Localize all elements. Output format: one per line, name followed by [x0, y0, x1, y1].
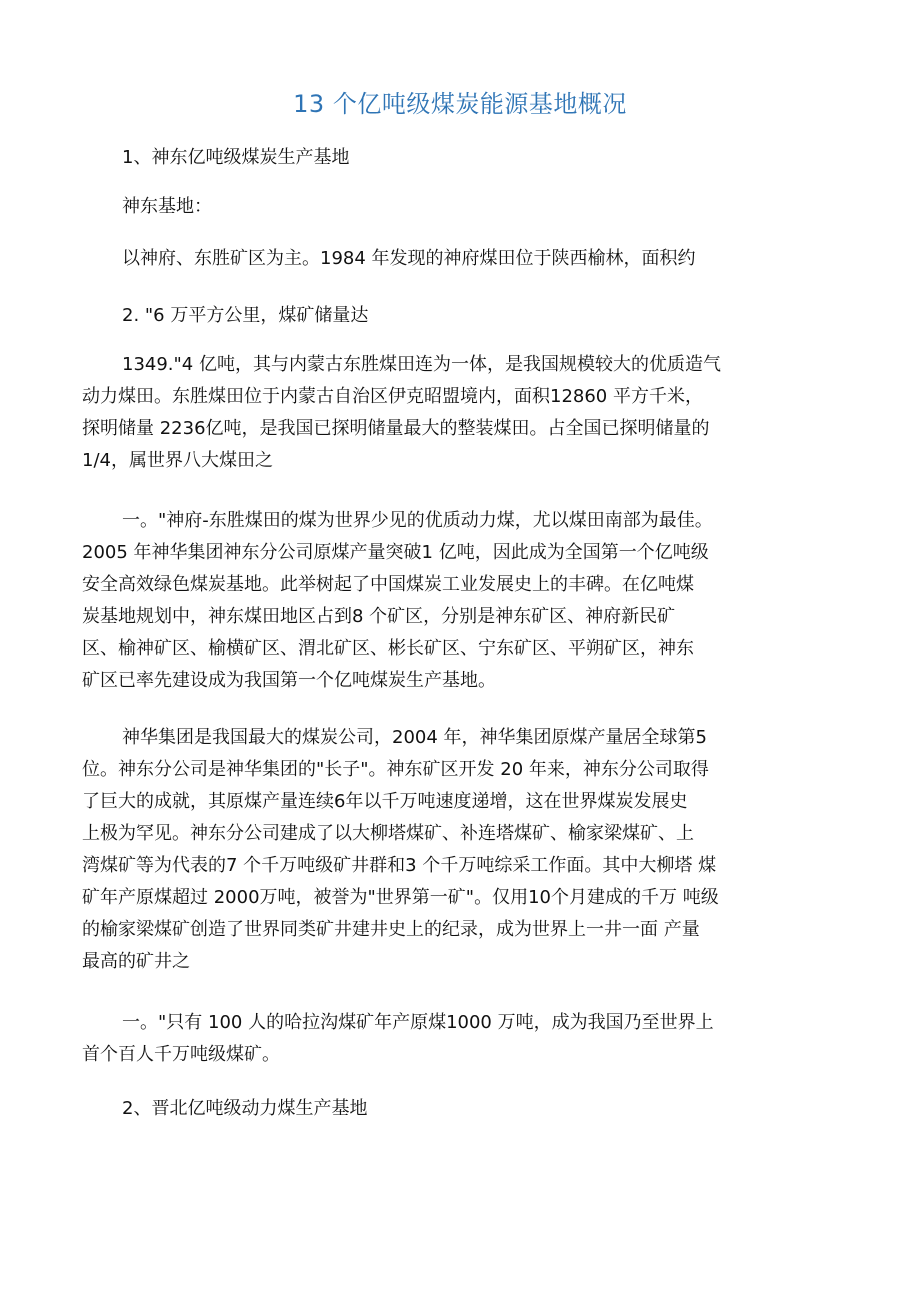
text-line: 神华集团是我国最大的煤炭公司，2004 年，神华集团原煤产量居全球第5 — [122, 727, 707, 748]
paragraph-halagou — [82, 1007, 842, 1071]
text-line: 了巨大的成就，其原煤产量连续6年以千万吨速度递增，这在世界煤炭发展史 — [82, 791, 688, 812]
text-line: 以神府、东胜矿区为主。1984 年发现的神府煤田位于陕西榆林，面积约 — [122, 248, 696, 269]
text-line: 1、神东亿吨级煤炭生产基地 — [122, 147, 350, 168]
text-line: 矿区已率先建设成为我国第一个亿吨煤炭生产基地。 — [82, 670, 496, 691]
text-line: 神东基地： — [122, 196, 212, 217]
section-heading-1 — [82, 142, 882, 174]
text-line: 位。神东分公司是神华集团的"长子"。神东矿区开发 20 年来，神东分公司取得 — [82, 759, 709, 780]
paragraph-base-label — [82, 191, 882, 223]
text-line: 炭基地规划中，神东煤田地区占到8 个矿区，分别是神东矿区、神府新民矿 — [82, 606, 676, 627]
text-line: 探明储量 2236亿吨，是我国已探明储量最大的整装煤田。占全国已探明储量的 — [82, 418, 710, 439]
text-line: 安全高效绿色煤炭基地。此举树起了中国煤炭工业发展史上的丰碑。在亿吨煤 — [82, 574, 694, 595]
text-line: 上极为罕见。神东分公司建成了以大柳塔煤矿、补连塔煤矿、榆家梁煤矿、上 — [82, 823, 694, 844]
text-line: 最高的矿井之 — [82, 951, 190, 972]
text-line: 2. "6 万平方公里，煤矿储量达 — [122, 305, 369, 326]
paragraph-coal-quality — [82, 505, 842, 697]
text-line: 动力煤田。东胜煤田位于内蒙古自治区伊克昭盟境内，面积12860 平方千米， — [82, 386, 703, 407]
text-line: 首个百人千万吨级煤矿。 — [82, 1044, 280, 1065]
text-line: 一。"只有 100 人的哈拉沟煤矿年产原煤1000 万吨，成为我国乃至世界上 — [122, 1012, 714, 1033]
paragraph-intro — [82, 243, 882, 275]
text-line: 湾煤矿等为代表的7 个千万吨级矿井群和3 个千万吨综采工作面。其中大柳塔 煤 — [82, 855, 717, 876]
text-line: 区、榆神矿区、榆横矿区、渭北矿区、彬长矿区、宁东矿区、平朔矿区，神东 — [82, 638, 694, 659]
section-heading-2 — [82, 1093, 882, 1125]
text-line: 2005 年神华集团神东分公司原煤产量突破1 亿吨，因此成为全国第一个亿吨级 — [82, 542, 709, 563]
text-line: 的榆家梁煤矿创造了世界同类矿井建井史上的纪录，成为世界上一井一面 产量 — [82, 919, 700, 940]
text-line: 1/4，属世界八大煤田之 — [82, 450, 273, 471]
paragraph-shenhua — [82, 722, 842, 978]
paragraph-area — [82, 300, 882, 332]
page-title: 13 个亿吨级煤炭能源基地概况 — [293, 90, 627, 118]
paragraph-reserves — [82, 349, 842, 477]
text-line: 1349."4 亿吨，其与内蒙古东胜煤田连为一体，是我国规模较大的优质造气 — [122, 354, 721, 375]
text-line: 一。"神府-东胜煤田的煤为世界少见的优质动力煤，尤以煤田南部为最佳。 — [122, 510, 713, 531]
text-line: 2、晋北亿吨级动力煤生产基地 — [122, 1098, 368, 1119]
text-line: 矿年产原煤超过 2000万吨，被誉为"世界第一矿"。仅用10个月建成的千万 吨级 — [82, 887, 719, 908]
